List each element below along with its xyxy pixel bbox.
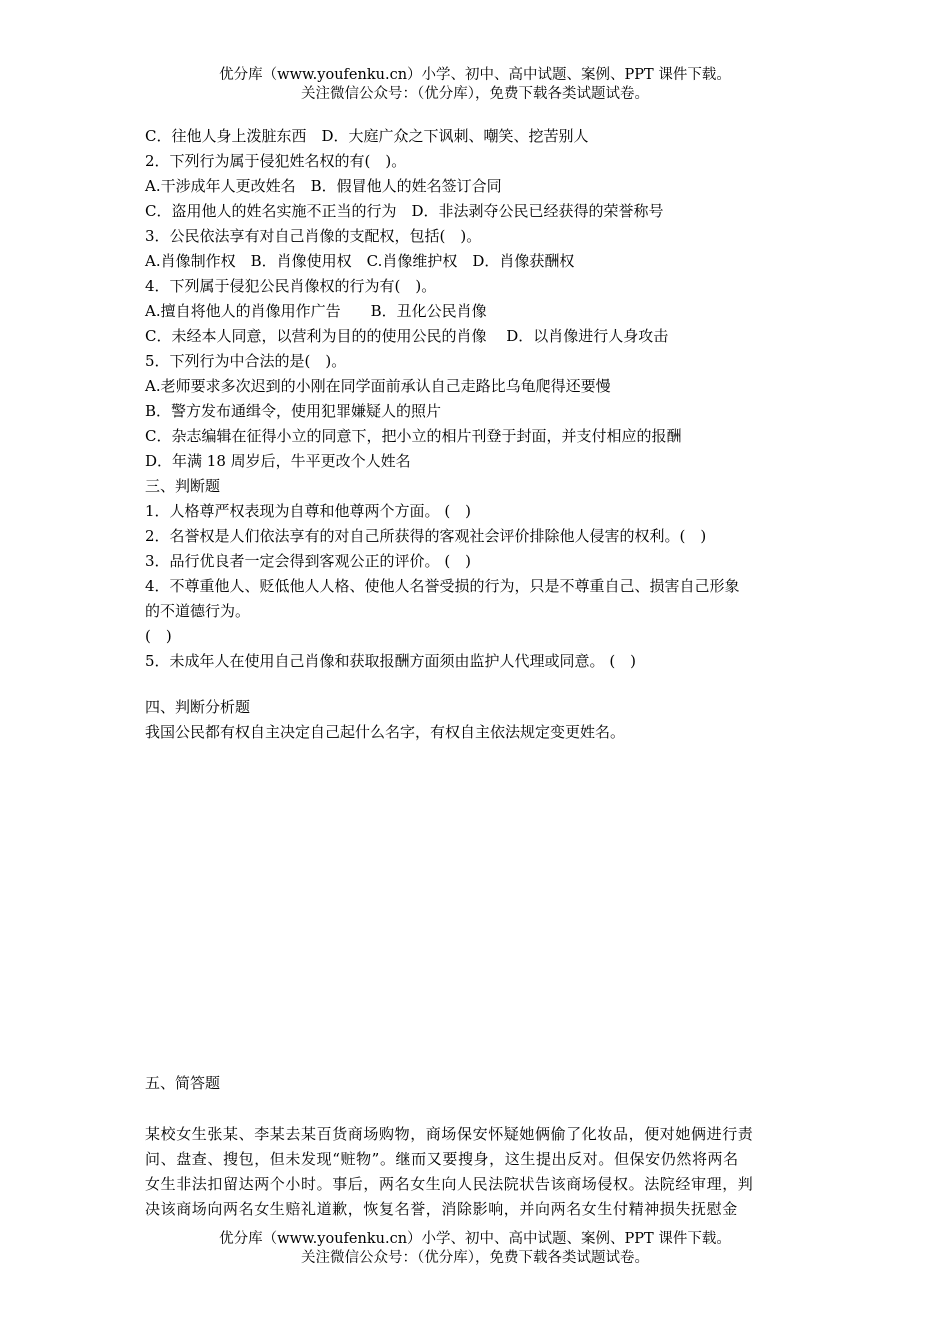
- section-4-title: 四、判断分析题: [145, 698, 251, 716]
- spacer: [145, 1096, 810, 1122]
- judgment-item-1: 1．人格尊严权表现为自尊和他尊两个方面。 ( ): [145, 502, 472, 520]
- judgment-item-2: 2．名誉权是人们依法享有的对自己所获得的客观社会评价排除他人侵害的权利。( ): [145, 527, 707, 545]
- judgment-item-3: 3．品行优良者一定会得到客观公正的评价。 ( ): [145, 552, 472, 570]
- section-5-title: 五、简答题: [145, 1074, 221, 1092]
- q5-stem: 5．下列行为中合法的是( )。: [145, 352, 347, 370]
- page-footer: [0, 1230, 950, 1268]
- q5-option-a: A.老师要求多次迟到的小刚在同学面前承认自己走路比乌龟爬得还要慢: [145, 377, 611, 395]
- q3-stem: 3．公民依法享有对自己肖像的支配权，包括( )。: [145, 227, 482, 245]
- footer-line-2: 关注微信公众号：（优分库），免费下载各类试题试卷。: [301, 1250, 649, 1266]
- document-body: [145, 124, 810, 745]
- section-3-title: 三、判断题: [145, 477, 221, 495]
- q5-option-b: B．警方发布通缉令，使用犯罪嫌疑人的照片: [145, 402, 442, 420]
- q5-option-c: C．杂志编辑在征得小立的同意下，把小立的相片刊登于封面，并支付相应的报酬: [145, 427, 682, 445]
- q2-options-cd: C．盗用他人的姓名实施不正当的行为 D．非法剥夺公民已经获得的荣誉称号: [145, 202, 664, 220]
- judgment-item-4-line-1: 4．不尊重他人、贬低他人人格、使他人名誉受损的行为，只是不尊重自己、损害自己形象: [145, 577, 740, 595]
- section-5-paragraph: [145, 1122, 810, 1222]
- header-line-2: 关注微信公众号：（优分库），免费下载各类试题试卷。: [301, 86, 649, 102]
- judgment-item-4-blank: ( ): [145, 627, 172, 645]
- q5-option-d: D．年满 18 周岁后，牛平更改个人姓名: [145, 452, 411, 470]
- q3-options: A.肖像制作权 B．肖像使用权 C.肖像维护权 D．肖像获酬权: [145, 252, 575, 270]
- paragraph-line-1: 某校女生张某、李某去某百货商场购物，商场保安怀疑她俩偷了化妆品，便对她俩进行责: [145, 1125, 754, 1143]
- q2-options-ab: A.干涉成年人更改姓名 B．假冒他人的姓名签订合同: [145, 177, 502, 195]
- judgment-item-4-line-2: 的不道德行为。: [145, 602, 251, 620]
- spacer: [145, 674, 810, 695]
- paragraph-line-2: 问、盘查、搜包，但未发现“赃物”。继而又要搜身，这生提出反对。但保安仍然将两名: [145, 1150, 739, 1168]
- page-header: [0, 66, 950, 104]
- judgment-item-5: 5．未成年人在使用自己肖像和获取报酬方面须由监护人代理或同意。 ( ): [145, 652, 637, 670]
- header-line-1: 优分库（www.youfenku.cn）小学、初中、高中试题、案例、PPT 课件下载。: [219, 67, 731, 83]
- q1-options-cd: C．往他人身上泼脏东西 D．大庭广众之下讽刺、嘲笑、挖苦别人: [145, 127, 589, 145]
- section-5: [145, 1071, 810, 1222]
- q4-options-ab: A.擅自将他人的肖像用作广告 B．丑化公民肖像: [145, 302, 487, 320]
- q4-stem: 4．下列属于侵犯公民肖像权的行为有( )。: [145, 277, 437, 295]
- paragraph-line-3: 女生非法扣留达两个小时。事后，两名女生向人民法院状告该商场侵权。法院经审理，判: [145, 1175, 754, 1193]
- q4-options-cd: C．未经本人同意，以营利为目的的使用公民的肖像 D．以肖像进行人身攻击: [145, 327, 669, 345]
- section-4-text: 我国公民都有权自主决定自己起什么名字，有权自主依法规定变更姓名。: [145, 723, 626, 741]
- footer-line-1: 优分库（www.youfenku.cn）小学、初中、高中试题、案例、PPT 课件下载。: [219, 1231, 731, 1247]
- paragraph-line-4: 决该商场向两名女生赔礼道歉，恢复名誉，消除影响，并向两名女生付精神损失抚慰金: [145, 1200, 738, 1218]
- q2-stem: 2．下列行为属于侵犯姓名权的有( )。: [145, 152, 407, 170]
